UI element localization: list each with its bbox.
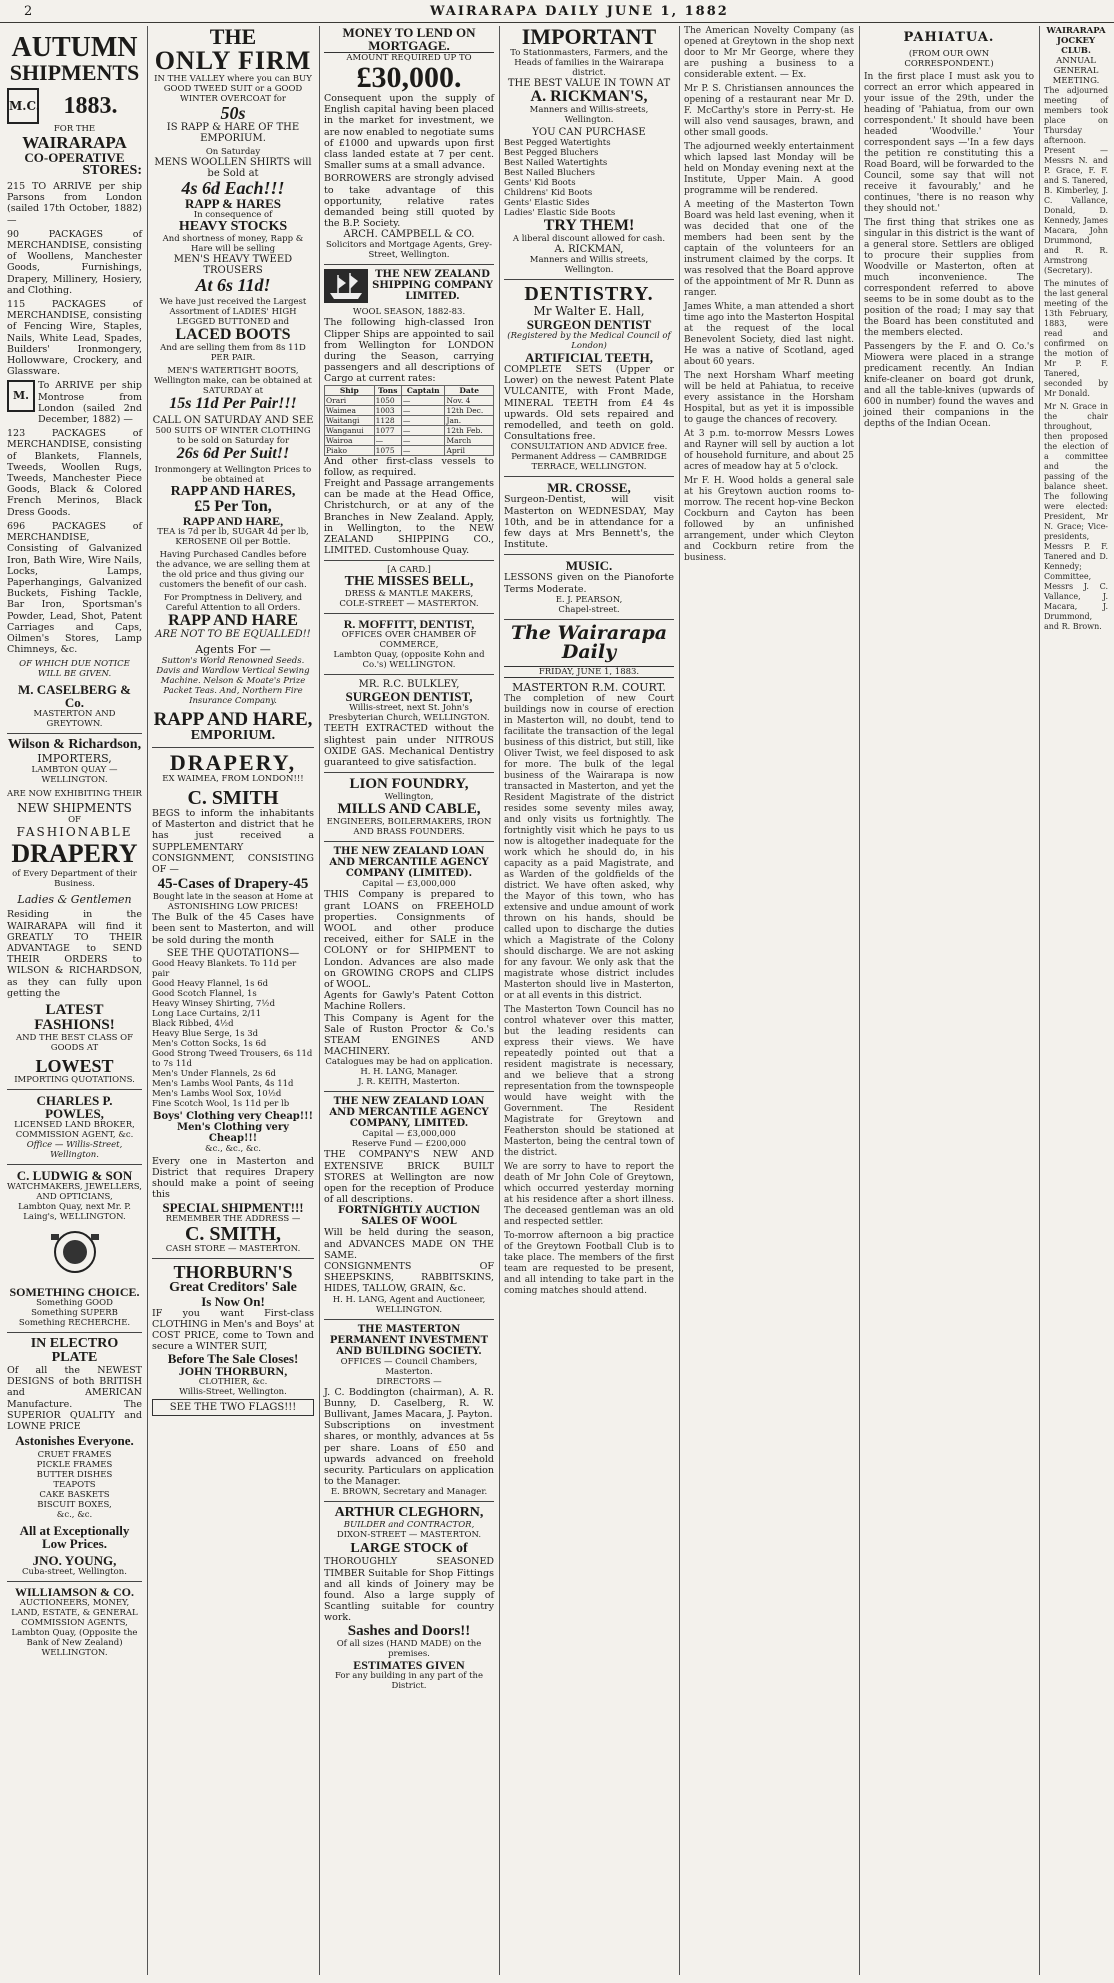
rapp-agents: Agents For — — [195, 643, 271, 656]
rapp-sat: On Saturday — [205, 147, 261, 157]
moffitt-place: Lambton Quay, (opposite Kohn and Co.'s) WELLINGTON. — [333, 650, 485, 671]
thorburn-name: JOHN THORBURN, — [178, 1364, 288, 1379]
rickman-firm: A. RICKMAN'S, — [530, 88, 648, 105]
wilson-new: NEW SHIPMENTS — [17, 801, 132, 816]
choice-title: SOMETHING CHOICE. — [9, 1284, 140, 1299]
thorburn-body: IF you want First-class CLOTHING in Men's and Boys' at COST PRICE, come to Town and secure a WINTER SUIT, — [152, 1307, 314, 1353]
music-pearson: E. J. PEARSON, — [555, 594, 623, 605]
jockey-sub: ANNUAL GENERAL MEETING. — [1052, 56, 1100, 86]
news-notices: The American Novelty Company (as opened at Greytown in the shop next door to Mr Mr George, where they are pushing a business to a considerable extent. — Ex. — [684, 26, 854, 80]
money-body: Consequent upon the supply of English capital having been placed in the market for investment, we are now enabled to negotiate sums of £1000 and upwards upon first class landed estate at 7 per cent. Smaller sums at a small advance. — [324, 93, 494, 172]
table-header: Date — [445, 385, 494, 395]
table-header: Ship — [325, 385, 375, 395]
nzloan-capital: Capital — £3,000,000 — [362, 879, 456, 890]
rapp-having: Having Purchased Candles before the advance, we are selling them at the old price and thus giving our customers the benefit of our cash. — [156, 550, 310, 590]
rapp-price-2: 4s 6d Each!!! — [181, 178, 285, 198]
dent-reg: (Registered by the Medical Council of London) — [507, 331, 671, 351]
page-number: 2 — [24, 4, 35, 19]
rapp-price-1: 50s — [220, 103, 246, 123]
smith-body: BEGS to inform the inhabitants of Masterton and district that he has just received a SUPPLEMENTARY CONSIGNMENT, CONSISTING OF — — [152, 808, 314, 876]
jockey-body-3: Mr N. Grace in the chair throughout, then proposed the election of a committee and the passing of the balance sheet. The following were elected: President, Mr N. Grace; Vice-presidents, Messrs P. F. Tanered and D. Kennedy; Committee, Messrs J. C. Vallance, J. Macara, J. Drummond, and R. Brown. — [1044, 402, 1108, 631]
thorburn-see: SEE THE TWO FLAGS!!! — [152, 1399, 314, 1416]
rapp-firm: RAPP & HARES — [184, 196, 282, 211]
dent-consult: CONSULTATION AND ADVICE free. — [510, 442, 668, 453]
table-row: Piako 1075 — April — [325, 445, 494, 455]
important-subtitle: To Stationmasters, Farmers, and the Heads of families in the Wairarapa district. — [510, 48, 668, 78]
ad-item-3: 115 PACKAGES of MERCHANDISE, consisting of Fencing Wire, Staples, Nails, White Lead, Spades, Builders' Ironmongery, Hollowware, Crockery, and Glassware. — [7, 299, 142, 378]
bell-sub: DRESS & MANTLE MAKERS, — [344, 589, 474, 600]
electro-list-5: CAKE BASKETS — [39, 1490, 110, 1501]
news-para: At 3 p.m. to-morrow Messrs Lowes and Rayner will sell by auction a lot of household furniture, and about 25 acres of meadow hay at 5 o'clock. — [684, 429, 854, 472]
mc-logo-icon: M.C. — [7, 88, 39, 124]
rickman-item: Gents' Elastic Sides — [504, 198, 590, 208]
stock-body: THOROUGHLY SEASONED TIMBER Suitable for Shop Fittings and all kinds of Joinery may be found. Also a large supply of Scantling suitable for country work. — [324, 1556, 494, 1624]
electro-list-1: CRUET FRAMES — [37, 1450, 112, 1461]
perm-office: OFFICES — Council Chambers, Masterton. — [340, 1356, 478, 1377]
news-para: The next Horsham Wharf meeting will be held at Pahiatua, to receive every assistance in the Horsham Hospital, but as yet it is impossible to gauge the chances of recovery. — [684, 371, 854, 425]
ad-subtitle-shipments: SHIPMENTS — [9, 60, 140, 85]
rapp-laced: LACED BOOTS — [175, 326, 291, 343]
news-para: The adjourned weekly entertainment which lapsed last Monday will be held on Monday evening next at the Institute, Upper Main. A good programme will be rendered. — [684, 142, 854, 196]
perm-names: J. C. Boddington (chairman), A. R. Bunny, D. Caselberg, R. W. Bullivant, James Macara, J. Payton. — [324, 1386, 494, 1420]
rickman-purchase: YOU CAN PURCHASE — [532, 127, 646, 138]
rapp-mens-boots: MEN'S WATERTIGHT BOOTS, Wellington make, can be obtained at SATURDAY at — [154, 366, 312, 396]
smith-cases: 45-Cases of Drapery-45 — [157, 876, 309, 893]
m-logo-icon: M. — [7, 380, 35, 412]
powles-title: CHARLES P. POWLES, — [36, 1092, 113, 1121]
nz2-reserve: Reserve Fund — £200,000 — [351, 1139, 467, 1150]
rapp-not: ARE NOT TO BE EQUALLED!! — [155, 629, 311, 640]
rapp-firm-4: RAPP AND HARE — [168, 612, 298, 629]
ad-notice: OF WHICH DUE NOTICE WILL BE GIVEN. — [19, 659, 130, 680]
rapp-price-5: 26s 6d Per Suit!! — [176, 445, 290, 462]
ad-stores: STORES: — [82, 163, 142, 178]
lion-body: ENGINEERS, BOILERMAKERS, IRON AND BRASS FOUNDERS. — [326, 817, 492, 838]
jockey-title: WAIRARAPA JOCKEY CLUB. — [1046, 26, 1106, 56]
rapp-ironmongery: Ironmongery at Wellington Prices to be obtained at — [154, 465, 312, 485]
dent-perm-addr: Permanent Address — CAMBRIDGE TERRACE, WELLINGTON. — [511, 452, 667, 473]
wilson-body: Residing in the WAIRARAPA will find it GREATLY TO THEIR ADVANTAGE to SEND THEIR ORDERS to WILSON & RICHARDSON, as they can fully upon getting the — [7, 909, 142, 999]
important-body: THE BEST VALUE IN TOWN AT — [507, 78, 671, 89]
money-amount: £30,000. — [356, 61, 462, 94]
williamson-sub: AUCTIONEERS, MONEY, LAND, ESTATE, & GENERAL COMMISSION AGENTS, — [11, 1598, 138, 1629]
rapp-consequence: In consequence of — [193, 210, 273, 220]
wilson-place: LAMBTON QUAY — WELLINGTON. — [31, 765, 118, 786]
cleghorn-place: DIXON-STREET — MASTERTON. — [336, 1530, 482, 1541]
williamson-title: WILLIAMSON & CO. — [14, 1585, 134, 1600]
rickman-item: Best Pegged Bluchers — [504, 148, 599, 158]
rapp-price-4: 15s 11d Per Pair!!! — [169, 395, 297, 412]
williamson-place: Lambton Quay, (Opposite the Bank of New Zealand) WELLINGTON. — [11, 1628, 138, 1659]
wilson-title: Wilson & Richardson, — [7, 737, 142, 753]
nz2-capital: Capital — £3,000,000 — [362, 1129, 456, 1140]
rickman-item: Best Pegged Watertights — [504, 138, 611, 148]
thorburn-before: Before The Sale Closes! — [167, 1351, 299, 1367]
smith-quote: Heavy Winsey Shirting, 7½d — [152, 998, 276, 1009]
electro-all: All at Exceptionally Low Prices. — [19, 1523, 130, 1552]
young-sub: Cuba-street, Wellington. — [22, 1567, 127, 1578]
smith-quote: Black Ribbed, 4½d — [152, 1018, 234, 1029]
smith-special: SPECIAL SHIPMENT!!! — [162, 1199, 304, 1215]
wilson-lowest: LOWEST — [35, 1055, 114, 1076]
music-title: MUSIC. — [565, 558, 613, 574]
column-3 — [321, 26, 497, 1975]
smith-every: Every one in Masterton and District that requires Drapery should make a point of seeing this — [152, 1155, 314, 1201]
news-para: Mr P. S. Christiansen announces the opening of a restaurant near Mr D. F. McCarthy's store in Perry-st. He will also vend sausages, brawn, and other small goods. — [684, 84, 854, 138]
table-header: Tons — [374, 385, 401, 395]
rapp-firm-2: RAPP AND HARES, — [170, 484, 296, 499]
paper-date: FRIDAY, JUNE 1, 1883. — [504, 666, 674, 678]
smith-quote: Good Heavy Flannel, 1s 6d — [152, 978, 269, 989]
rapp-purchase: For Promptness in Delivery, and Careful Attention to all Orders. — [163, 593, 303, 613]
ad-item-5: 123 PACKAGES of MERCHANDISE, consisting of Blankets, Flannels, Tweeds, Woollen Rugs, Tweeds, Manchester Piece Goods, Black & Colored French Merinos, Black Dress Goods. — [7, 428, 142, 518]
ad-firm-place: MASTERTON AND GREYTOWN. — [33, 709, 116, 730]
electro-list-3: BUTTER DISHES — [36, 1470, 113, 1481]
dent-name: Mr Walter E. Hall, — [533, 304, 645, 318]
moffitt-title: R. MOFFITT, DENTIST, — [343, 617, 475, 632]
nzloan-agents: Agents for Gawly's Patent Cotton Machine Rollers. — [324, 990, 494, 1013]
perm-body: Subscriptions on investment shares, or monthly, advances at 5s per share. Loans of £50 and upwards advanced on freehold security. Particulars on application to the Manager. — [324, 1420, 494, 1488]
masthead-title: WAIRARAPA DAILY JUNE 1, 1882 — [430, 4, 729, 19]
table-row: Wairoa — — March — [325, 435, 494, 445]
wilson-sub: IMPORTERS, — [37, 752, 112, 766]
electro-list-4: TEAPOTS — [53, 1480, 96, 1491]
rapp-is: IS RAPP & HARE OF THE EMPORIUM. — [166, 122, 300, 144]
ludwig-title: C. LUDWIG & SON — [16, 1167, 133, 1183]
cleghorn-title: ARTHUR CLEGHORN, — [334, 1505, 484, 1521]
wilson-ladies: Ladies & Gentlemen — [17, 893, 132, 907]
pahiatua-body-2: The first thing that strikes one as singular in this district is the want of a general store. Settlers are obliged to procure their supplies from Woodville or Masterton, often at much inconvenience. The correspondent referred to above seems to be in some doubt as to the position of the road; I may say that the Board has been constituted and the members elected. — [864, 218, 1034, 338]
fort-body: Will be held during the season, and ADVANCES MADE ON THE SAME. — [324, 1227, 494, 1261]
electro-astonish: Astonishes Everyone. — [15, 1433, 134, 1449]
ludwig-sub: WATCHMAKERS, JEWELLERS, AND OPTICIANS, — [7, 1181, 142, 1202]
bulkley-title: MR. R.C. BULKLEY, — [358, 679, 460, 691]
electro-body: Of all the NEWEST DESIGNS of both BRITISH and AMERICAN Manufacture. The SUPERIOR QUALITY and LOWNE PRICE — [7, 1364, 142, 1432]
rapp-call: CALL ON SATURDAY AND SEE — [152, 415, 314, 426]
smith-quote: Fine Scotch Wool, 1s 11d per lb — [152, 1098, 290, 1109]
choice-line-1: Something GOOD — [36, 1297, 113, 1308]
wilson-of: OF — [68, 815, 81, 826]
card-label: [A CARD.] — [387, 565, 431, 576]
smith-bulk: The Bulk of the 45 Cases have been sent to Masterton, and will be sold during the month — [152, 912, 314, 946]
young-title: JNO. YOUNG, — [32, 1553, 117, 1569]
rickman-item: Gents' Kid Boots — [504, 178, 576, 188]
electro-list-2: PICKLE FRAMES — [36, 1460, 113, 1471]
money-amount-pre: AMOUNT REQUIRED UP TO — [346, 53, 472, 63]
smith-quote: Long Lace Curtains, 2/11 — [152, 1008, 262, 1019]
table-row: Waitangi 1128 — Jan. — [325, 415, 494, 425]
column-6 — [861, 26, 1037, 1975]
crest-icon — [7, 1226, 142, 1282]
ad-company2: CO-OPERATIVE — [24, 150, 125, 165]
smith-quote: Men's Cotton Socks, 1s 6d — [152, 1038, 267, 1049]
column-1 — [4, 26, 145, 1975]
choice-line-3: Something RECHERCHE. — [18, 1317, 131, 1328]
catalogue: Catalogues may be had on application. — [325, 1057, 493, 1068]
wilson-fashionable: FASHIONABLE — [16, 825, 133, 840]
rapp-price-3: At 6s 11d! — [195, 275, 271, 295]
rickman-name-sub: Manners and Willis streets, Wellington. — [529, 255, 649, 275]
wilson-best: AND THE BEST CLASS OF GOODS AT — [15, 1032, 134, 1053]
pahiatua-title: PAHIATUA. — [903, 30, 995, 45]
wilson-every: of Every Department of their Business. — [12, 869, 137, 890]
rickman-discount: A liberal discount allowed for cash. — [512, 234, 666, 244]
ship-icon — [324, 269, 368, 307]
ad-year: 1883. — [63, 93, 118, 119]
wilson-latest: LATEST FASHIONS! — [34, 1001, 115, 1033]
column-5 — [681, 26, 857, 1975]
leader-body-2: The Masterton Town Council has no control whatever over this matter, but the leading residents can express their views. We have repeatedly pointed out that a resident magistrate is necessary, and we believe that a strong representation from the townspeople would have weight with the Government. The Resident Magistrate for Greytown and Featherston should be stationed at Masterton, being the central town of the district. — [504, 1004, 674, 1158]
rapp-emporium: EMPORIUM. — [190, 728, 276, 743]
masthead — [0, 0, 1114, 23]
ad-title-autumn: AUTUMN — [11, 32, 138, 63]
nzloan-mgr2: J. R. KEITH, Masterton. — [358, 1077, 460, 1088]
ship-sub: WOOL SEASON, 1882-83. — [352, 307, 466, 318]
estimates-title: ESTIMATES GIVEN — [353, 1657, 465, 1672]
nzloan-title: THE NEW ZEALAND LOAN AND MERCANTILE AGENCY COMPANY (LIMITED). — [329, 846, 489, 880]
pahiatua-body-3: Passengers by the F. and O. Co.'s Miowera were placed in a strange predicament recently. An Indian knife-cleaner on board got drunk, and all the table-knives (upwards of 600 in number) found the waves and joined their companions in the depths of the Indian Ocean. — [864, 342, 1034, 429]
music-lessons: LESSONS given on the Pianoforte Terms Moderate. — [504, 572, 674, 595]
bulkley-teeth: TEETH EXTRACTED without the slightest pain under NITROUS OXIDE GAS. Mechanical Dentistry guaranteed to give satisfaction. — [324, 723, 494, 769]
rapp-tea: TEA is 7d per lb, SUGAR 4d per lb, KEROSENE Oil per Bottle. — [157, 527, 309, 547]
thorburn-sub: Great Creditors' Sale — [169, 1279, 297, 1295]
money-title: MONEY TO LEND ON MORTGAGE. — [324, 26, 494, 53]
smith-quote: Men's Under Flannels, 2s 6d — [152, 1068, 276, 1079]
ad-firm: M. CASELBERG & Co. — [17, 682, 132, 711]
ship-more: And other first-class vessels to follow, as required. — [324, 455, 494, 478]
ad-item-2: 90 PACKAGES of MERCHANDISE, consisting of Woollens, Manchester Goods, Furnishings, Drapery, Millinery, Hosiery, and Clothing. — [7, 228, 142, 296]
table-row: Waimea 1003 — 12th Dec. — [325, 405, 494, 415]
stock-title: LARGE STOCK of — [350, 1541, 468, 1557]
rickman-firm-sub: Manners and Willis-streets, Wellington. — [529, 105, 649, 125]
lion-title: LION FOUNDRY, — [349, 776, 469, 793]
ad-item-6: 696 PACKAGES of MERCHANDISE, Consisting of Galvanized Iron, Bath Wire, Wire Nails, Locks, Lamps, Paperhangings, Galvanized Buckets, Fishing Tackle, Bar Iron, Sportsman's Powder, Lead, Shot, Patent Carriages and Caps, Oilmen's Stores, Lamp Chimneys, &c. — [7, 520, 142, 656]
electro-title: IN ELECTRO PLATE — [30, 1335, 119, 1365]
powles-sub: LICENSED LAND BROKER, — [14, 1119, 135, 1130]
jockey-body-2: The minutes of the last general meeting of the 13th February, 1883, were read and confirmed on the motion of Mr P. F. Tanered, seconded by Mr Donald. — [1044, 279, 1108, 398]
smith-quote: Good Scotch Flannel, 1s — [152, 988, 257, 999]
nzloan-mgr: H. H. LANG, Manager. — [360, 1067, 458, 1078]
rapp-price-6: £5 Per Ton, — [194, 498, 272, 515]
crosse-body: Surgeon-Dentist, will visit Masterton on WEDNESDAY, May 10th, and be in attendance for a few days at Mrs Bennett's, the Institute. — [504, 494, 674, 551]
bell-title: THE MISSES BELL, — [344, 574, 474, 590]
money-firm-sub: Solicitors and Mortgage Agents, Grey-Street, Wellington. — [325, 240, 492, 261]
leader-body-3: We are sorry to have to report the death of Mr John Cole of Greytown, which occurred yesterday morning at his residence after a short illness. The deceased gentleman was an old and respected settler. — [504, 1161, 674, 1227]
ad-for-the: FOR THE — [53, 124, 96, 134]
rickman-item: Childrens' Kid Boots — [504, 188, 593, 198]
smith-quote: Good Strong Tweed Trousers, 6s 11d to 7s 11d — [152, 1048, 313, 1069]
pahiatua-body: In the first place I must ask you to correct an error which appeared in your issue of the 29th, under the heading of 'Pahiatua, from our own correspondent.' It should have been headed 'Woodville.' Your correspondent says —'In a few days the petition re constituting this a Road Board, will be forwarded to the Council, some say that will not receive it favourably,' and he continues, 'there is no reason why they should not.' — [864, 72, 1034, 214]
ad-item-4: To ARRIVE per ship Montrose from London (sailed 2nd December, 1882) — — [38, 380, 142, 426]
perm-sig: E. BROWN, Secretary and Manager. — [330, 1487, 488, 1498]
leader-title: MASTERTON R.M. COURT. — [512, 680, 666, 694]
smith-cash: CASH STORE — MASTERTON. — [165, 1243, 301, 1254]
fortnightly: FORTNIGHTLY AUCTION SALES OF WOOL — [337, 1205, 481, 1228]
ruston: This Company is Agent for the Sale of Ruston Proctor & Co.'s STEAM ENGINES AND MACHINERY. — [324, 1012, 494, 1058]
table-row: Orari 1050 — Nov. 4 — [325, 395, 494, 405]
sashes-body: Of all sizes (HAND MADE) on the premises. — [336, 1638, 482, 1659]
rapp-intro: IN THE VALLEY where you can BUY GOOD TWEED SUIT or a GOOD WINTER OVERCOAT for — [154, 74, 312, 104]
rickman-item: Best Nailed Watertights — [504, 158, 608, 168]
lion-names: MILLS AND CABLE, — [337, 801, 481, 818]
cleghorn-sub: BUILDER and CONTRACTOR, — [343, 1520, 475, 1531]
news-para: A meeting of the Masterton Town Board was held last evening, when it was decided that one of the members had been sent by the captain of the volunteers for an instrument claimed by the corps. It was resolved that the Board approve of the appointment of Mr R. Dunn as ranger. — [684, 200, 854, 298]
rapp-agents-body: Sutton's World Renowned Seeds. Davis and Wardlow Vertical Sewing Machine. Nelson & Moate's Prize Packet Teas. And, Northern Fire Insurance Company. — [156, 656, 310, 706]
smith-quote: Men's Lambs Wool Pants, 4s 11d — [152, 1078, 294, 1089]
smith-bought: Bought late in the season at Home at ASTONISHING LOW PRICES! — [152, 892, 314, 913]
smith-drapery: DRAPERY, — [169, 750, 297, 775]
ad-company: WAIRARAPA — [22, 133, 127, 152]
smith-boys: Boys' Clothing very Cheap!!! — [153, 1110, 313, 1122]
thorburn-clothier: CLOTHIER, &c. — [198, 1377, 268, 1388]
smith-title: C. SMITH — [187, 787, 279, 809]
nzloan-body: THIS Company is prepared to grant LOANS on FREEHOLD properties. Consignments of WOOL and other produce received, either for SALE in the COLONY or for SHIPMENT to London. Advances are also made on GROWING CROPS and CLIPS of WOOL. — [324, 889, 494, 990]
ludwig-place: Lambton Quay, next Mr. P. Laing's, WELLINGTON. — [18, 1201, 131, 1222]
smith-etc: &c., &c., &c. — [205, 1143, 261, 1154]
important-title: IMPORTANT — [521, 26, 657, 49]
rickman-item: Best Nailed Bluchers — [504, 168, 596, 178]
ad-item-1: 215 TO ARRIVE per ship Parsons from London (sailed 17th October, 1882) — — [7, 181, 142, 226]
thorburn-title: THORBURN'S — [173, 1261, 293, 1282]
dent-artificial: ARTIFICIAL TEETH, — [525, 350, 653, 365]
rapp-suits: 500 SUITS OF WINTER CLOTHING to be sold on Saturday for — [155, 426, 311, 446]
thorburn-now: Is Now On! — [201, 1293, 265, 1309]
bulkley-sub: SURGEON DENTIST, — [345, 689, 473, 705]
smith-quote: Men's Lambs Wool Sox, 10½d — [152, 1088, 282, 1099]
smith-list-head: SEE THE QUOTATIONS— — [166, 947, 300, 959]
rapp-shortness: And shortness of money, Rapp & Hare will be selling — [162, 234, 304, 254]
dent-complete: COMPLETE SETS (Upper or Lower) on the newest Patent Plate VULCANITE, with Front Made, MINERAL TEETH from £4 4s upwards. Old sets repaired and remodelled, and teeth on gold. Consultations free. — [504, 364, 674, 443]
rickman-item: Ladies' Elastic Side Boots — [504, 208, 616, 218]
money-borrowers: BORROWERS are strongly advised to take advantage of this opportunity, relative rates demanded being still quoted by the B.P. Society. — [324, 173, 494, 230]
rapp-heavy: HEAVY STOCKS — [178, 219, 288, 234]
powles-sub2: COMMISSION AGENT, &c. — [15, 1129, 134, 1140]
smith-ex: EX WAIMEA, FROM LONDON!!! — [162, 774, 304, 784]
ship-table — [324, 385, 494, 456]
nz2-title: THE NEW ZEALAND LOAN AND MERCANTILE AGENCY COMPANY, LIMITED. — [329, 1096, 489, 1130]
electro-list-6: BISCUIT BOXES, — [37, 1500, 112, 1511]
column-2 — [149, 26, 317, 1975]
table-row: Wanganui 1077 — 12th Feb. — [325, 425, 494, 435]
column-4 — [501, 26, 677, 1975]
rickman-try: TRY THEM! — [543, 217, 635, 234]
news-para: James White, a man attended a short time ago into the Masterton Hospital at the request of the local Benevolent Society, died last night. He was a native of Scotland, aged about 60 years. — [684, 302, 854, 367]
bulkley-place: Willis-street, next St. John's Presbyterian Church, WELLINGTON. — [328, 703, 490, 724]
rapp-ladies: We have just received the Largest Assortment of LADIES' HIGH LEGGED BUTTONED and — [159, 297, 307, 327]
sashes-title: Sashes and Doors!! — [347, 1622, 471, 1639]
dent-title: DENTISTRY. — [524, 283, 654, 305]
estimates-body: For any building in any part of the District. — [334, 1670, 483, 1691]
jockey-body: The adjourned meeting of members took place on Thursday afternoon. Present — Messrs N. and P. Grace, F. F. and S. Tanered, B. Kimberley, J. C. Vallance, Donald, D. Kennedy, James Macara, John Drummond, and R. R. Armstrong (Secretary). — [1044, 86, 1108, 275]
wilson-prices: IMPORTING QUOTATIONS. — [14, 1074, 135, 1085]
ship-title: THE NEW ZEALAND SHIPPING COMPANY LIMITED. — [372, 269, 493, 303]
rapp-only-firm: ONLY FIRM — [154, 46, 312, 75]
powles-place: Office — Willis-Street, Wellington. — [26, 1139, 123, 1160]
money-firm: ARCH. CAMPBELL & CO. — [343, 229, 475, 241]
perm-directors: DIRECTORS — — [376, 1376, 442, 1387]
choice-line-2: Something SUPERB — [31, 1307, 118, 1318]
moffitt-sub: OFFICES OVER CHAMBER OF COMMERCE, — [341, 630, 477, 651]
table-header: Captain — [401, 385, 445, 395]
wilson-drapery: DRAPERY — [11, 839, 138, 869]
rapp-mens: MENS WOOLLEN SHIRTS will be Sold at — [154, 157, 312, 179]
wilson-line: ARE NOW EXHIBITING THEIR — [7, 789, 142, 800]
news-bottom: Mr F. H. Wood holds a general sale at his Greytown auction rooms to-morrow. The recent hop-vine Beckon Cockburn and Cayton has been followed by an unfinished arrangement, under which Cleyton and Cockburn retire from the business. — [684, 476, 854, 563]
nz2-body: THE COMPANY'S NEW AND EXTENSIVE BRICK BUILT STORES at Wellington are now open for the reception of Produce of all descriptions. — [324, 1149, 494, 1206]
rapp-firm-5: RAPP AND HARE, — [153, 709, 313, 730]
ship-freight: Freight and Passage arrangements can be made at the Head Office, Christchurch, or at any of the Branches in New Zealand. Apply, in Wellington, to the NEW ZEALAND SHIPPING CO., LIMITED. Customhouse Quay. — [324, 478, 494, 557]
rapp-laced2: And are selling them from 8s 11D PER PAIR. — [160, 343, 306, 363]
leader-body: The completion of new Court buildings now in course of erection in Masterton will, no doubt, tend to facilitate the transaction of the legal business of this district, but still, like Oliver Twist, we feel disposed to ask for more. The bulk of the legal business of the Wairarapa is now transacted in Masterton, and yet the Resident Magistrate of the district resides some seventy miles away, and only visits us fortnightly. The fortnightly visit which he pays to us now is altogether inadequate for the work which he should do, in his capacity as a paid Magistrate, and as Warden of the goldfields of the district. We have often asked, why the Mayor of this town, who has extensive and undue amount of work thrown on his hands, should be called upon to discharge the duties which a Magistrate of the Colony should discharge. We are not asking for any favour. We only ask that the magistrate whose district includes Masterton should live in Masterton, or at all events in this district. — [504, 693, 674, 1001]
smith-name: C. SMITH, — [184, 1222, 282, 1245]
dent-sub: SURGEON DENTIST — [526, 317, 652, 332]
crosse-title: MR. CROSSE, — [547, 480, 631, 496]
nz2-mgr: H. H. LANG, Agent and Auctioneer, WELLINGTON. — [332, 1294, 486, 1315]
rapp-boots: MEN'S HEAVY TWEED TROUSERS — [173, 254, 293, 276]
smith-quote: Good Heavy Blankets. To 11d per pair — [152, 958, 297, 979]
paper-nameplate: The Wairarapa Daily — [510, 621, 668, 663]
leader-body-4: To-morrow afternoon a big practice of the Greytown Football Club is to take place. The members of the first team are requested to be present, and all intending to take part in the coming matches should attend. — [504, 1230, 674, 1296]
rickman-name: A. RICKMAN, — [554, 244, 624, 255]
thorburn-place: Willis-Street, Wellington. — [179, 1387, 287, 1398]
perm-title: THE MASTERTON PERMANENT INVESTMENT AND BUILDING SOCIETY. — [329, 1323, 489, 1357]
pahiatua-from: (FROM OUR OWN CORRESPONDENT.) — [904, 49, 994, 69]
smith-quote: Heavy Blue Serge, 1s 3d — [152, 1028, 259, 1039]
rapp-the: THE — [209, 26, 257, 49]
music-pearson-sub: Chapel-street. — [558, 604, 620, 615]
fort-body2: CONSIGNMENTS OF SHEEPSKINS, RABBITSKINS, HIDES, TALLOW, GRAIN, &c. — [324, 1260, 494, 1295]
lion-place: Wellington, — [384, 792, 434, 803]
smith-remember: REMEMBER THE ADDRESS — — [165, 1213, 301, 1224]
column-7 — [1041, 26, 1111, 1975]
bell-place: COLE-STREET — MASTERTON. — [339, 599, 479, 610]
rapp-firm-3: RAPP AND HARE, — [182, 514, 284, 528]
smith-mens-clothing: Men's Clothing very Cheap!!! — [177, 1121, 289, 1144]
electro-etc: &c., &c. — [56, 1510, 93, 1521]
ship-body: The following high-classed Iron Clipper Ships are appointed to sail from Wellington for LONDON during the Season, carrying passengers and all descriptions of Cargo at current rates: — [324, 317, 494, 385]
